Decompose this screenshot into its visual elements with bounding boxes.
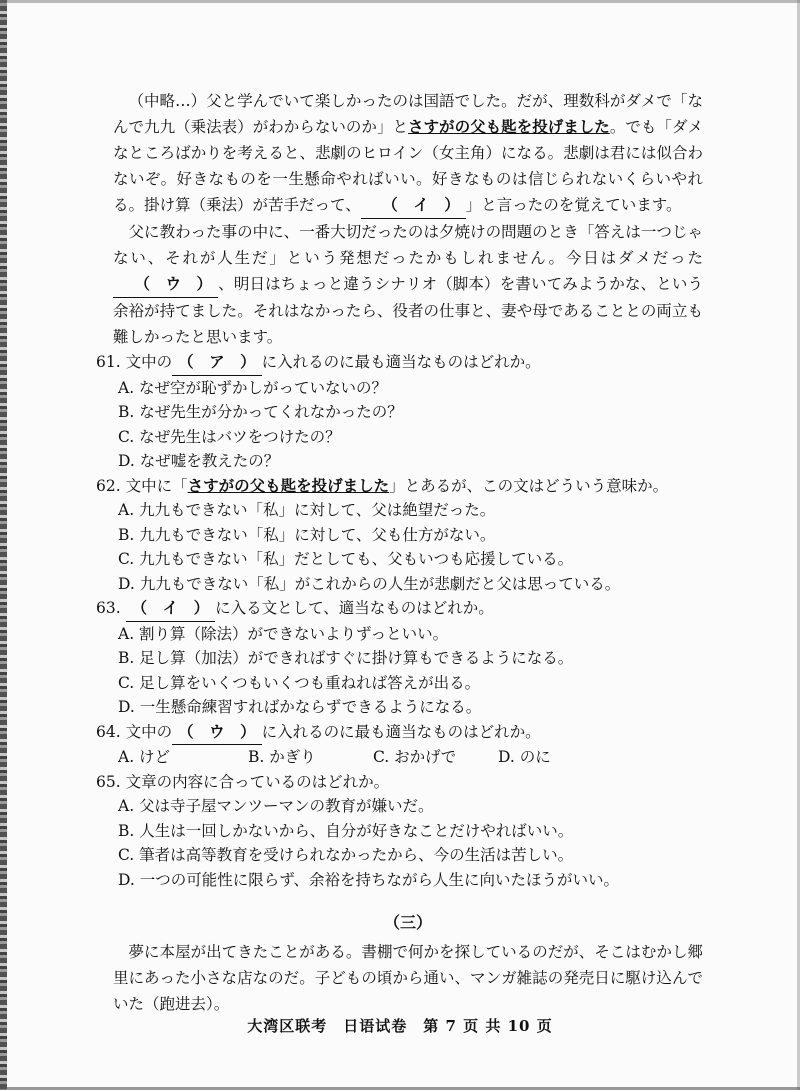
option-d: D. 一生懸命練習すればかならずできるようになる。	[118, 698, 482, 716]
option-c: C. なぜ先生はバツをつけたの？	[118, 427, 341, 446]
scan-edge-top	[0, 0, 800, 3]
question-stem: 65. 文章の内容に合っているのはどれか。	[96, 772, 390, 791]
stem-text: 64. 文中の	[96, 722, 173, 741]
passage-text: （中略…）父と学んでいて楽しかったのは国語でした。だが、理数科がダメで「なんで九九（乗法表）がわからないのか」と	[113, 92, 703, 136]
question-62	[96, 474, 703, 597]
underlined-phrase: さすがの父も匙を投げました	[187, 475, 390, 495]
stem-text: 62. 文中に「	[96, 476, 188, 495]
option-c: C. 筆者は高等教育を受けられなかったから、今の生活は苦しい。	[118, 846, 574, 864]
section-3-paragraph: 夢に本屋が出てきたことがある。書棚で何かを探しているのだが、そこはむかし郷里にあった小さな店なのだ。子どもの頃から通い、マンガ雑誌の発売日に駆け込んでいた（跑进去）。	[113, 943, 703, 1013]
option-d: D. 九九もできない「私」がこれからの人生が悲劇だと父は思っている。	[118, 574, 621, 593]
option-d: D. 一つの可能性に限らず、余裕を持ちながら人生に向いたほうがいい。	[118, 870, 619, 889]
option-a: A. 九九もできない「私」に対して、父は絶望だった。	[118, 501, 496, 519]
question-61	[96, 350, 703, 474]
option-d: D. なぜ嘘を教えたの？	[118, 452, 280, 470]
question-63	[96, 596, 703, 720]
option-b: B. なぜ先生が分かってくれなかったの？	[118, 403, 403, 421]
passage-paragraph-2	[113, 219, 703, 350]
passage-text: 。でも「ダメなところばかりを考えると、悲劇のヒロイン（女主角）になる。悲劇は君には似合わないぞ。好きなものを一生懸命やればいい。好きなものは信じられないくらいやれる。掛け算（乗法）が苦手だって、	[113, 118, 703, 214]
option-a: A. 割り算（除法）ができないよりずっといい。	[118, 624, 449, 643]
blank-a: （ ア ）	[172, 350, 262, 376]
blank-i: （ イ ）	[361, 192, 466, 219]
option-b: B. かぎり	[248, 748, 316, 766]
stem-text: 61. 文中の	[96, 353, 173, 371]
blank-u: （ ウ ）	[113, 271, 218, 298]
stem-text: に入る文として、適当なものはどれか。	[215, 599, 494, 617]
blank-u: （ ウ ）	[172, 720, 262, 746]
page-footer: 大湾区联考 日语试卷 第 7 页 共 10 页	[247, 1017, 553, 1035]
scan-edge-left	[0, 0, 7, 1090]
question-stem	[96, 474, 703, 499]
option-c: C. 九九もできない「私」だとしても、父もいつも応援している。	[118, 550, 574, 568]
question-stem	[96, 720, 703, 746]
section-3-title: （三）	[383, 913, 432, 932]
option-b: B. 人生は一回しかないから、自分が好きなことだけやればいい。	[118, 821, 574, 840]
blank-i: （ イ ）	[126, 596, 216, 622]
stem-text: に入れるのに最も適当なものはどれか。	[261, 353, 541, 371]
option-a: A. なぜ空が恥ずかしがっていないの？	[118, 378, 388, 397]
option-a: A. けど	[118, 748, 171, 766]
exam-content	[96, 88, 703, 1017]
option-c: C. おかげで	[373, 748, 457, 766]
inline-options	[96, 745, 703, 770]
passage-paragraph-1	[113, 88, 703, 219]
passage-text: 、明日はちょっと違うシナリオ（脚本）を書いてみようかな、という余裕が持てました。それはなかったら、役者の仕事と、妻や母であることとの両立も難しかったと思います。	[113, 275, 703, 346]
question-stem	[96, 350, 703, 376]
question-65	[96, 770, 703, 893]
stem-text: 63.	[96, 599, 126, 617]
option-a: A. 父は寺子屋マンツーマンの教育が嫌いだ。	[118, 797, 434, 815]
stem-text: 」とあるが、この文はどういう意味か。	[389, 476, 669, 495]
option-b: B. 足し算（加法）ができればすぐに掛け算もできるようになる。	[118, 649, 574, 667]
underlined-phrase: さすがの父も匙を投げました	[408, 117, 610, 136]
question-64	[96, 720, 703, 770]
stem-text: に入れるのに最も適当なものはどれか。	[261, 722, 541, 741]
passage-text: 父に教わった事の中に、一番大切だったのは夕焼けの問題のとき「答えは一つじゃない、それが人生だ」という発想だったかもしれません。今日はダメだった	[113, 223, 703, 267]
option-d: D. のに	[498, 748, 551, 766]
question-stem	[96, 596, 703, 622]
option-c: C. 足し算をいくつもいくつも重ねれば答えが出る。	[118, 673, 481, 692]
passage-text: 」と言ったのを覚えています。	[465, 196, 682, 214]
option-b: B. 九九もできない「私」に対して、父も仕方がない。	[118, 525, 496, 544]
